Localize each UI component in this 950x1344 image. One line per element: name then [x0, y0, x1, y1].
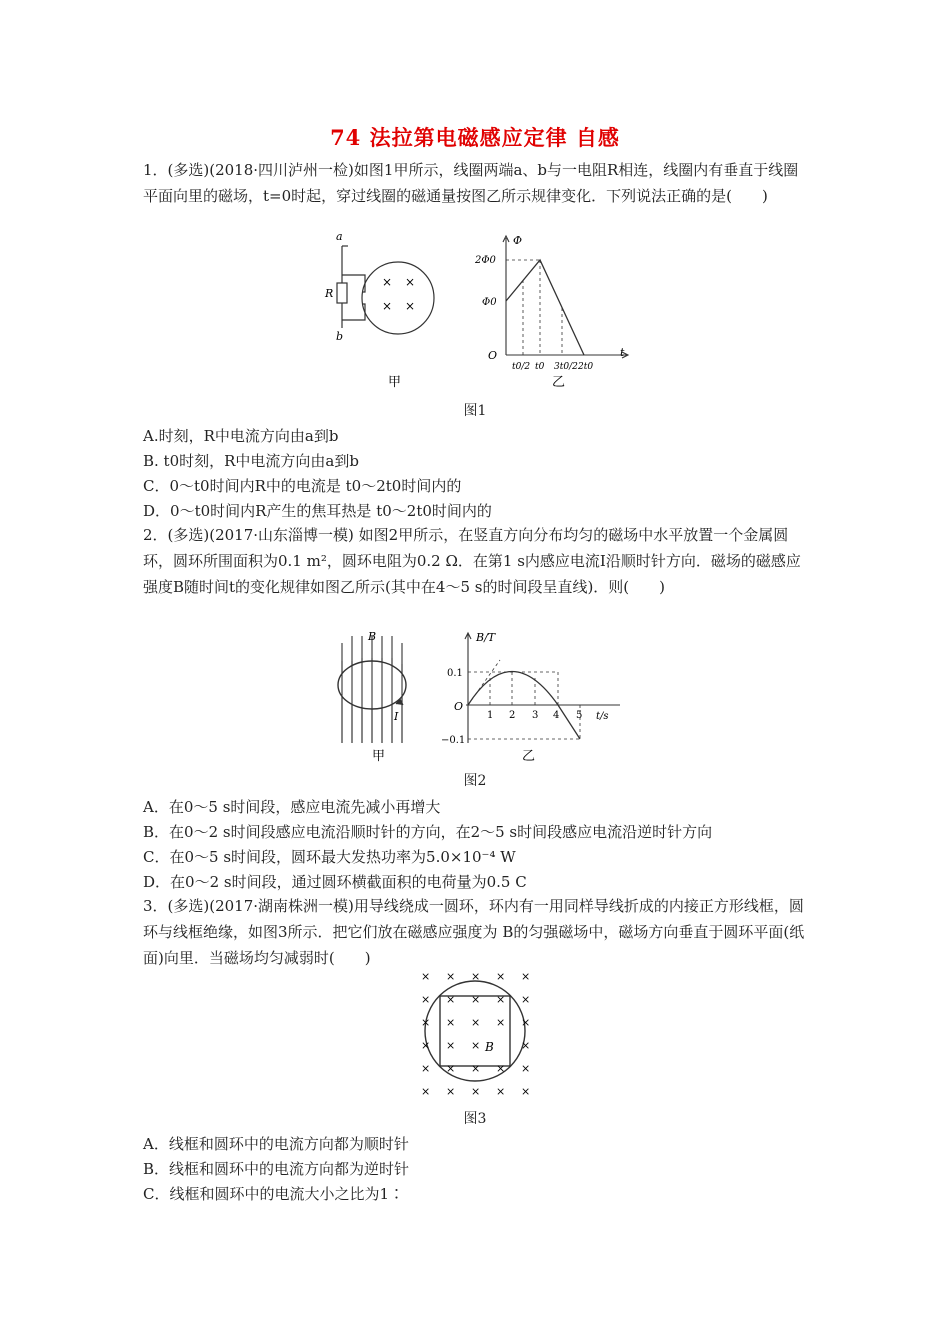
q2-xtick: 5 [576, 710, 583, 721]
q2-option-b: B．在0～2 s时间段感应电流沿顺时针的方向，在2～5 s时间段感应电流沿逆时针方向 [143, 823, 713, 841]
field-cross-mark: × [496, 1016, 506, 1029]
q2-graph [465, 633, 620, 743]
q2-origin: O [454, 700, 464, 713]
field-cross-mark: × [471, 1039, 481, 1052]
q1-xtick: t0 [535, 362, 545, 372]
q3-option-c: C．线框和圆环中的电流大小之比为1∶ [143, 1185, 405, 1203]
q2-figure [330, 628, 620, 768]
field-cross-mark: × [471, 1062, 481, 1075]
q3-stem: 3．(多选)(2017·湖南株洲一模)用导线绕成一圆环，环内有一用同样导线折成的内接正方形线框，圆环与线框绝缘，如图3所示．把它们放在磁感应强度为 B的匀强磁场中，磁场方向垂直于圆环平面(纸面)向里．当磁场均匀减弱时( ) [143, 897, 805, 967]
q1-x-axis-label: t [620, 346, 625, 359]
field-cross-mark: × [521, 1039, 531, 1052]
q3-figure [415, 966, 535, 1106]
field-cross-mark: × [421, 970, 431, 983]
cross-mark: × [405, 299, 416, 313]
q1-fig-caption: 图1 [463, 403, 487, 419]
q1-circuit [337, 246, 434, 334]
field-cross-mark: × [471, 1085, 481, 1098]
field-cross-mark: × [471, 970, 481, 983]
q1-label-R: R [325, 287, 334, 300]
field-cross-mark: × [521, 993, 531, 1006]
q1-y-axis-label: Φ [513, 234, 523, 247]
field-cross-mark: × [471, 993, 481, 1006]
field-cross-mark: × [471, 1016, 481, 1029]
q2-xtick: 1 [487, 710, 494, 721]
q2-option-a: A．在0～5 s时间段，感应电流先减小再增大 [143, 798, 441, 816]
q1-figure [310, 228, 630, 398]
page-title: 74 法拉第电磁感应定律 自感 [330, 125, 620, 150]
q3-option-b: B．线框和圆环中的电流方向都为逆时针 [143, 1160, 410, 1178]
q1-option-b: B. t0时刻，R中电流方向由a到b [143, 452, 359, 470]
field-cross-mark: × [421, 1016, 431, 1029]
field-cross-mark: × [521, 970, 531, 983]
q3-fig-caption: 图3 [463, 1111, 487, 1127]
q2-ytick: 0.1 [447, 668, 463, 679]
q3-field-label: B [485, 1040, 494, 1054]
field-cross-mark: × [446, 1016, 456, 1029]
q1-graph [503, 236, 628, 358]
q2-xtick: 3 [532, 710, 539, 721]
field-cross-mark: × [446, 1062, 456, 1075]
q2-xtick: 4 [553, 710, 560, 721]
cross-mark: × [382, 299, 393, 313]
q2-label-I: I [394, 710, 399, 723]
q1-option-c: C．0～t0时间内R中的电流是 t0～2t0时间内的 [143, 477, 462, 495]
q2-label-B: B [368, 630, 377, 643]
q1-fig-label-jia: 甲 [388, 375, 402, 390]
q1-origin: O [488, 349, 498, 362]
q3-option-a: A．线框和圆环中的电流方向都为顺时针 [143, 1135, 409, 1153]
q3-square-frame [440, 996, 510, 1066]
q1-option-d: D．0～t0时间内R产生的焦耳热是 t0～2t0时间内的 [143, 502, 492, 520]
q2-ring [338, 636, 406, 743]
field-cross-mark: × [421, 1062, 431, 1075]
q1-xtick: 2t0 [578, 362, 594, 372]
q2-x-axis-label: t/s [596, 711, 609, 722]
field-cross-mark: × [421, 993, 431, 1006]
q1-option-a: A.时刻，R中电流方向由a到b [143, 427, 339, 445]
cross-mark: × [382, 275, 393, 289]
q2-stem: 2．(多选)(2017·山东淄博一模) 如图2甲所示，在竖直方向分布均匀的磁场中水平放置一个金属圆环，圆环所围面积为0.1 m²，圆环电阻为0.2 Ω．在第1 s内感应电流I沿顺时针方向．磁场的磁感应强度B随时间t的变化规律如图乙所示(其中在4～5 s的时间段呈直线)．则( ) [143, 526, 801, 596]
field-cross-mark: × [496, 1085, 506, 1098]
q2-ytick: −0.1 [441, 735, 466, 746]
q2-y-axis-label: B/T [476, 631, 496, 644]
field-cross-mark: × [496, 970, 506, 983]
q2-fig-caption: 图2 [463, 773, 487, 789]
q1-label-b: b [336, 330, 344, 343]
field-cross-mark: × [496, 993, 506, 1006]
q1-ytick: Φ0 [482, 297, 497, 308]
q2-fig-label-yi: 乙 [522, 749, 536, 764]
field-cross-mark: × [521, 1016, 531, 1029]
field-cross-mark: × [446, 993, 456, 1006]
q1-ytick: 2Φ0 [475, 255, 496, 266]
q1-flux-line [506, 260, 584, 355]
q1-fig-label-yi: 乙 [552, 375, 566, 390]
q1-stem: 1．(多选)(2018·四川泸州一检)如图1甲所示，线圈两端a、b与一电阻R相连，线圈内有垂直于线圈平面向里的磁场，t=0时起，穿过线圈的磁通量按图乙所示规律变化．下列说法正确的是( ) [143, 161, 799, 205]
field-cross-mark: × [521, 1085, 531, 1098]
field-cross-mark: × [421, 1085, 431, 1098]
field-cross-mark: × [446, 970, 456, 983]
field-cross-mark: × [521, 1062, 531, 1075]
field-cross-mark: × [446, 1039, 456, 1052]
cross-mark: × [405, 275, 416, 289]
q2-option-c: C．在0～5 s时间段，圆环最大发热功率为5.0×10⁻⁴ W [143, 848, 516, 866]
q1-xtick: 3t0/2 [554, 362, 578, 372]
field-cross-mark: × [496, 1062, 506, 1075]
q2-option-d: D．在0～2 s时间段，通过圆环横截面积的电荷量为0.5 C [143, 873, 527, 891]
q2-fig-label-jia: 甲 [372, 749, 386, 764]
q1-label-a: a [336, 230, 343, 243]
field-cross-mark: × [421, 1039, 431, 1052]
q2-B-curve [468, 672, 558, 706]
q1-xtick: t0/2 [512, 362, 531, 372]
field-cross-mark: × [446, 1085, 456, 1098]
q2-xtick: 2 [509, 710, 516, 721]
